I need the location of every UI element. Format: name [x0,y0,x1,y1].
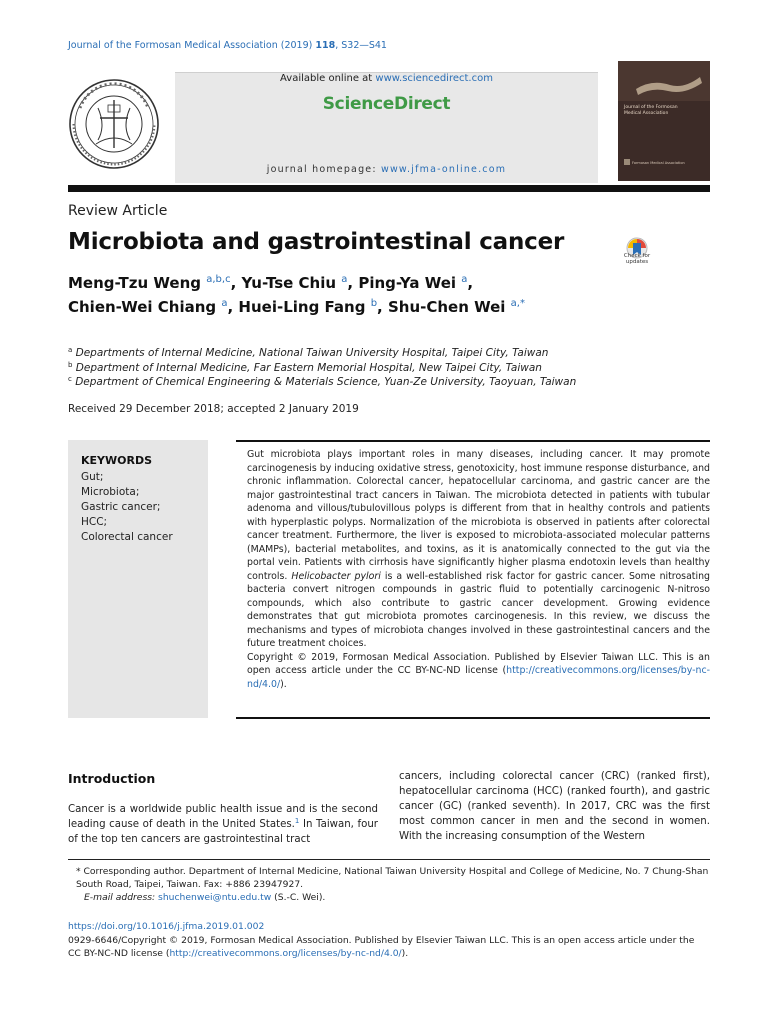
keyword-item: Gut; [81,471,104,483]
affiliation-marker[interactable]: b [370,298,378,309]
author-name: Meng-Tzu Weng [68,274,207,292]
section-heading-introduction: Introduction [68,771,156,786]
cover-title: Journal of the Formosan Medical Association [624,105,678,116]
affiliation-marker[interactable]: a [341,274,348,285]
keywords-title: KEYWORDS [81,454,153,467]
author-name: , Shu-Chen Wei [377,298,511,316]
journal-homepage-link[interactable]: www.jfma-online.com [380,164,507,175]
body-column-right: cancers, including colorectal cancer (CRC) (ranked first), hepatocellular carcinoma (HCC) (ranked fourth), and gastric cancer (GC) (ranked seventh). In 2017, CRC was the first most common cancer in men and the second in women. With the increasing consumption of the Western [399,771,710,842]
corresponding-author-note: * Corresponding author. Department of Internal Medicine, National Taiwan University Hospital and College of Medicine, No. 7 Chung-Shan South Road, Taipei, Taiwan. Fax: +886 23947927. E-mail address: shuchenwei@ntu.edu.tw (S.-C. Wei). [76,866,709,903]
author-name: Chien-Wei Chiang [68,298,222,316]
footer-copyright: 0929-6646/Copyright © 2019, Formosan Medical Association. Published by Elsevier Taiwan LLC. This is an open access article under the CC BY-NC-ND license (http://creativecommons.org/licenses/by-nc-nd/4.0/). [68,935,695,959]
abstract-top-rule [236,440,710,442]
affiliation-marker[interactable]: a [221,298,228,309]
affiliation-marker[interactable]: a,* [510,298,525,309]
email-link[interactable]: shuchenwei@ntu.edu.tw [158,892,272,903]
affiliation-item: $^b$ Department of Internal Medicine, Far Eastern Memorial Hospital, New Taipei City, Taiwan [68,360,542,374]
affiliation-item: $^c$ Department of Chemical Engineering & Materials Science, Yuan-Ze University, Taoyuan, Taiwan [68,375,577,388]
journal-homepage: journal homepage: www.jfma-online.com [266,164,507,175]
doi-link[interactable]: https://doi.org/10.1016/j.jfma.2019.01.002 [68,921,265,932]
author-name: , Yu-Tse Chiu [230,274,342,292]
keyword-item: Gastric cancer; [81,501,161,513]
author-name: , [467,274,474,292]
journal-cover [618,61,710,181]
author-list [68,271,588,319]
header-rule [68,185,710,192]
abstract [247,448,710,691]
keyword-item: HCC; [81,516,108,528]
body-column-left: Cancer is a worldwide public health issue and is the second leading cause of death in the United States.$^1$ In Taiwan, four of the top ten cancers are gastrointestinal tract [68,804,378,845]
author-line-2 [68,295,588,319]
article-title: Microbiota and gastrointestinal cancer [68,229,565,255]
platform-logo: ScienceDirect [322,94,451,114]
author-name: , Huei-Ling Fang [227,298,371,316]
author-line-1 [68,271,588,295]
footnote-rule [68,859,710,860]
abstract-copyright: Copyright © 2019, Formosan Medical Association. Published by Elsevier Taiwan LLC. This is an open access article under the CC BY-NC-ND license (http://creativecommons.org/licenses/by-nc-nd/4.0/). [247,651,710,690]
abstract-bottom-rule [236,717,710,719]
association-seal-icon [68,78,160,170]
abstract-body: Gut microbiota plays important roles in many diseases, including cancer. It may promote carcinogenesis by inducing oxidative stress, genotoxicity, host immune response disturbance, and chronic inflammation. Colorectal cancer, hepatocellular carcinoma, and gastric cancer are the major gastrointestinal tract cancers in Taiwan. The microbiota detected in patients with tubular adenoma and villous/tubulovillous polyps is different from that in healthy controls and patients with hyperplastic polyps. Normalization of the microbiota is observed in patients after colorectal cancer treatment. Furthermore, the liver is exposed to microbiota-associated molecular patterns (MAMPs), bacterial metabolites, and toxins, as it is anatomically connected to the gut via the portal vein. Patients with cirrhosis have significantly higher plasma endotoxin levels than healthy controls. Helicobacter pylori is a well-established risk factor for gastric cancer. Some nitrosating bacteria convert nitrogen compounds in gastric fluid to potentially carcinogenic N-nitroso compounds, which also contribute to gastric cancer development. Growing evidence demonstrates that gut microbiota promotes carcinogenesis. In this review, we discuss the mechanisms and types of microbiota changes involved in these gastrointestinal cancers and the future treatment choices. [247,449,710,649]
affiliations [68,346,576,390]
license-link[interactable]: http://creativecommons.org/licenses/by-nc-nd/4.0/ [247,665,710,690]
crossmark-label: Check for updates [623,253,651,265]
journal-reference[interactable]: Journal of the Formosan Medical Association (2019) 118, S32—S41 [68,40,387,51]
author-name: , Ping-Ya Wei [347,274,462,292]
keyword-item: Microbiota; [81,486,140,498]
affiliation-marker[interactable]: a,b,c [206,274,231,285]
keywords-list [81,470,173,545]
reference-link[interactable]: 1 [294,817,300,825]
available-online: Available online at www.sciencedirect.com [280,73,493,84]
cover-subtitle: Formosan Medical Association [632,161,685,165]
keyword-item: Colorectal cancer [81,531,173,543]
affiliation-marker[interactable]: a [461,274,468,285]
affiliation-item: $^a$ Departments of Internal Medicine, National Taiwan University Hospital, Taipei City, Taiwan [68,346,549,359]
article-type: Review Article [68,203,168,219]
footer-license-link[interactable]: http://creativecommons.org/licenses/by-nc-nd/4.0/ [169,948,402,959]
sciencedirect-link[interactable]: www.sciencedirect.com [375,73,493,84]
received-dates: Received 29 December 2018; accepted 2 January 2019 [68,403,359,415]
